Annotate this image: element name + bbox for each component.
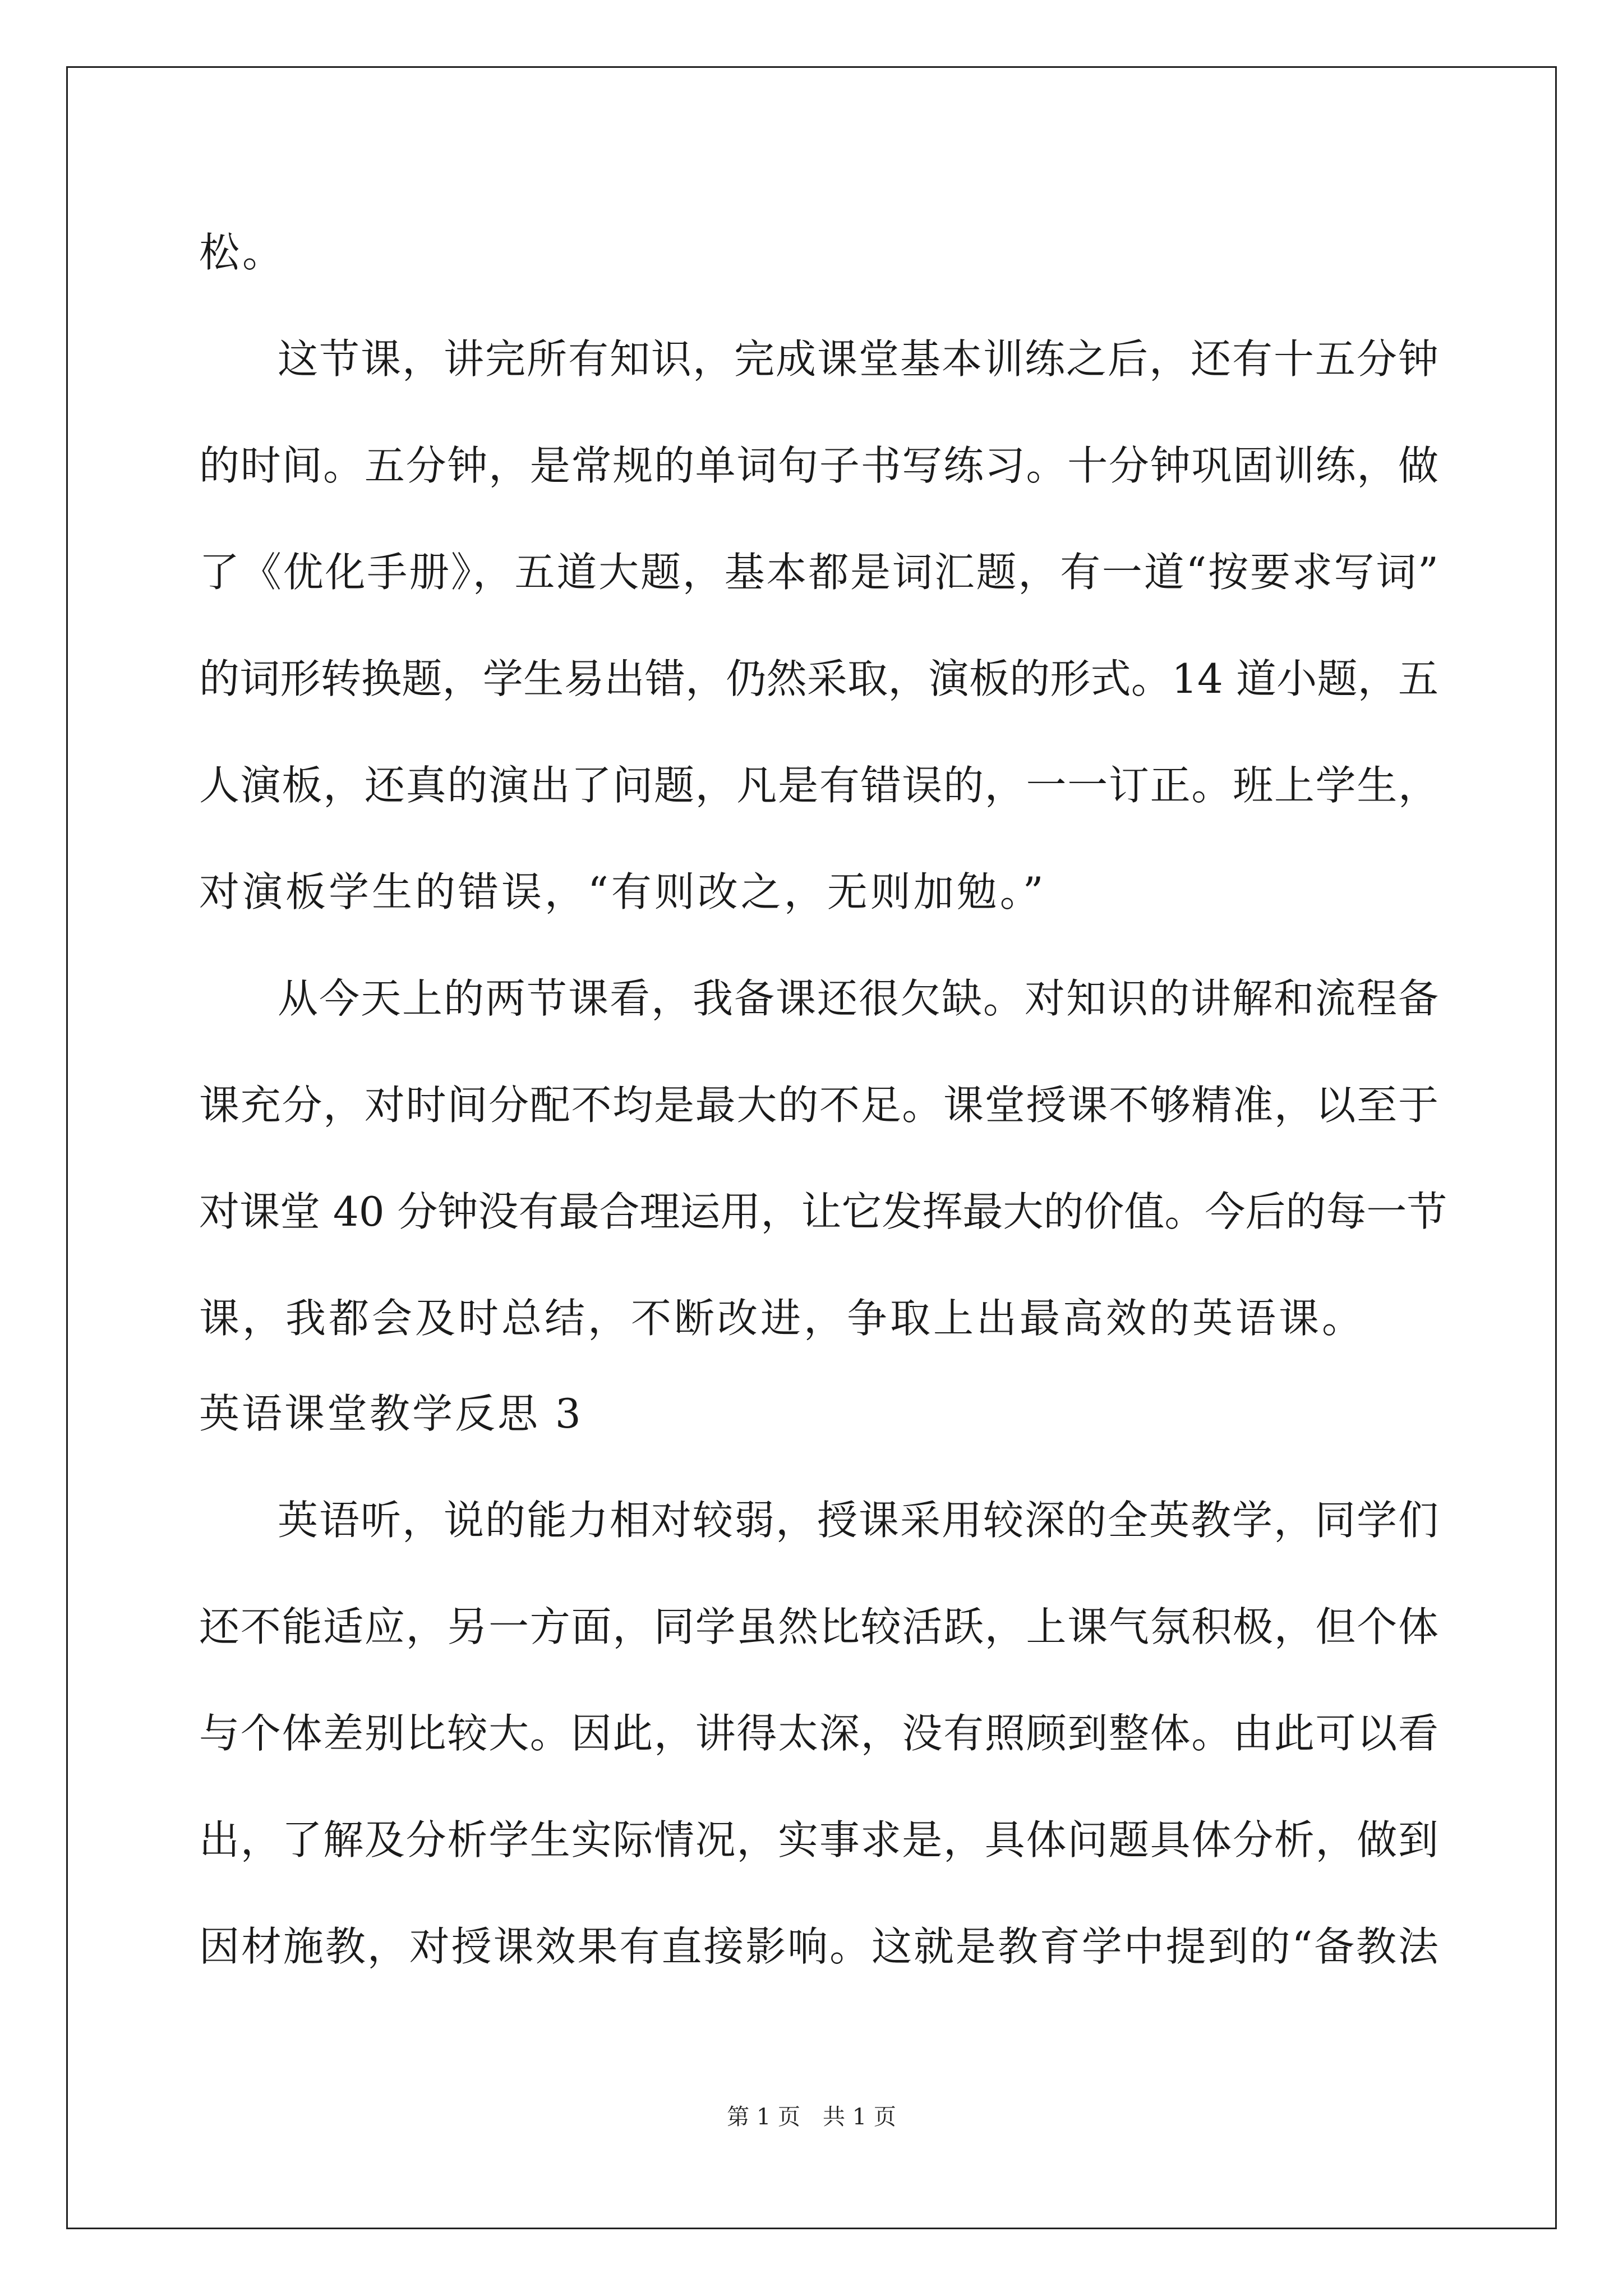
text-line: 松。 bbox=[199, 229, 286, 276]
text-line: 人演板，还真的演出了问题，凡是有错误的，一一订正。班上学生， bbox=[199, 762, 1438, 809]
text-line: 因材施教，对授课效果有直接影响。这就是教育学中提到的“备教法 bbox=[199, 1923, 1438, 1970]
text-line: 英语听，说的能力相对较弱，授课采用较深的全英教学，同学们 bbox=[278, 1497, 1438, 1544]
text-line: 了《优化手册》，五道大题，基本都是词汇题，有一道“按要求写词” bbox=[199, 549, 1438, 596]
page-border bbox=[66, 66, 1557, 2229]
text-line: 出，了解及分析学生实际情况，实事求是，具体问题具体分析，做到 bbox=[199, 1816, 1438, 1864]
text-line: 这节课，讲完所有知识，完成课堂基本训练之后，还有十五分钟 bbox=[278, 335, 1438, 383]
text-line: 对课堂 40 分钟没有最合理运用，让它发挥最大的价值。今后的每一节 bbox=[199, 1188, 1447, 1235]
text-line: 的词形转换题，学生易出错，仍然采取，演板的形式。14 道小题，五 bbox=[199, 655, 1438, 702]
text-line: 课，我都会及时总结，不断改进，争取上出最高效的英语课。 bbox=[199, 1295, 1366, 1342]
section-heading: 英语课堂教学反思 3 bbox=[199, 1390, 583, 1437]
text-line: 与个体差别比较大。因此，讲得太深，没有照顾到整体。由此可以看 bbox=[199, 1710, 1438, 1757]
text-line: 从今天上的两节课看，我备课还很欠缺。对知识的讲解和流程备 bbox=[278, 975, 1438, 1022]
text-line: 还不能适应，另一方面，同学虽然比较活跃，上课气氛积极，但个体 bbox=[199, 1603, 1438, 1650]
text-line: 的时间。五分钟，是常规的单词句子书写练习。十分钟巩固训练，做 bbox=[199, 442, 1438, 489]
text-line: 课充分，对时间分配不均是最大的不足。课堂授课不够精准，以至于 bbox=[199, 1082, 1438, 1129]
page-footer: 第 1 页 共 1 页 bbox=[727, 2104, 896, 2130]
text-line: 对演板学生的错误，“有则改之，无则加勉。” bbox=[199, 868, 1046, 915]
